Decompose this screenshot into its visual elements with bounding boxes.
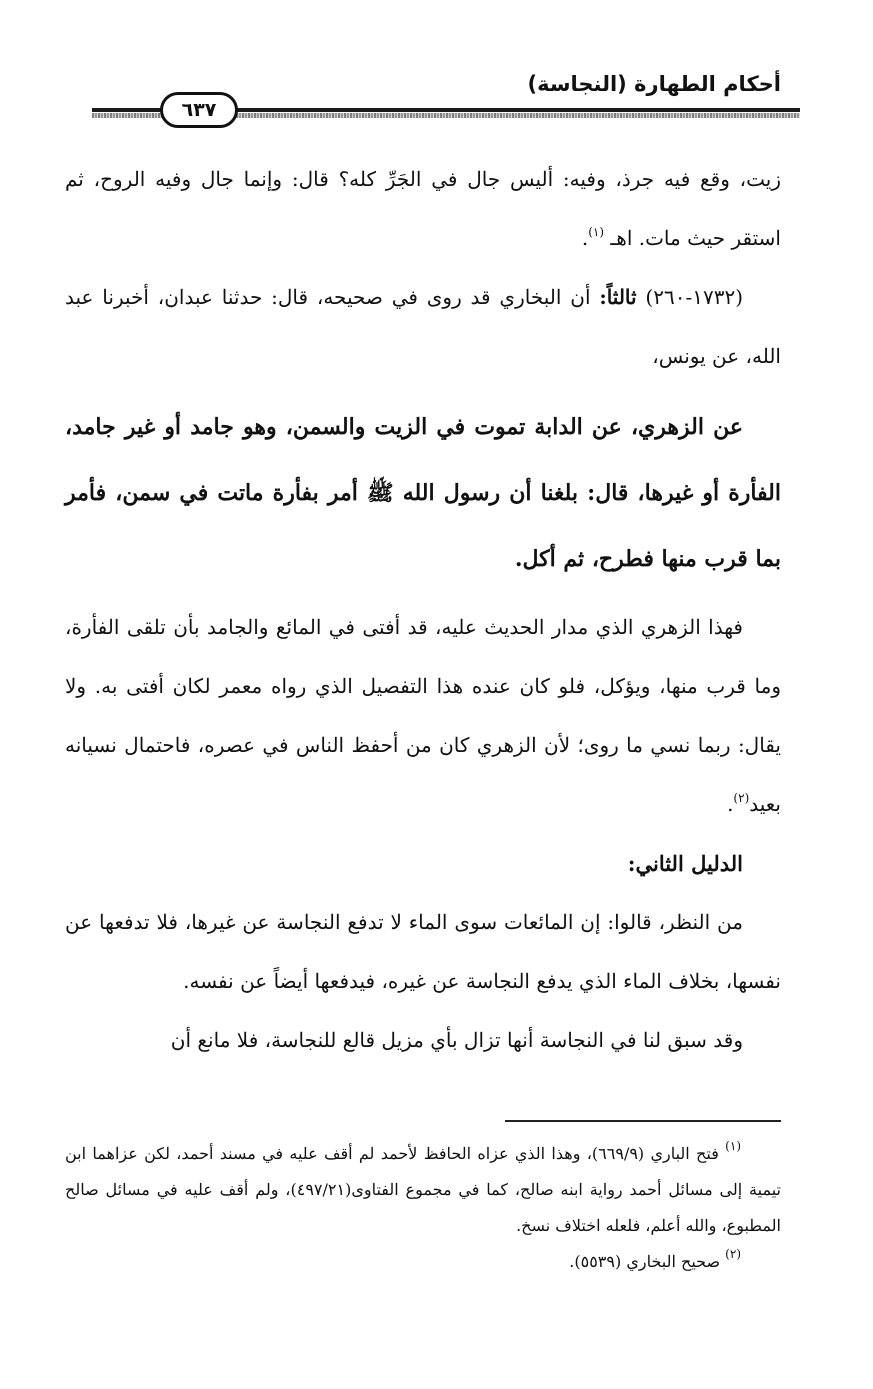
paragraph-6: من النظر، قالوا: إن المائعات سوى الماء لا تدفع النجاسة عن غيرها، فلا تدفعها عن نفسها، بخلاف الماء الذي يدفع النجاسة عن غيره، فيدفعها أيضاً عن نفسه. — [65, 910, 781, 993]
running-title: أحكام الطهارة (النجاسة) — [527, 72, 781, 96]
footnote-text: صحيح البخاري (٥٥٣٩). — [569, 1252, 721, 1271]
hadith-number: (١٧٣٢-٢٦٠) — [645, 285, 744, 309]
paragraph-2 — [65, 268, 781, 386]
paragraph-4 — [65, 598, 781, 834]
paragraph-text: أن البخاري قد روى في صحيحه، قال: حدثنا عبدان، أخبرنا عبد الله، عن يونس، — [65, 285, 781, 368]
footnote-marker: (١) — [725, 1139, 741, 1153]
paragraph-tail: . — [727, 792, 734, 816]
page-number: ٦٣٧ — [160, 92, 238, 128]
paragraph-1 — [65, 150, 781, 268]
paragraph-text: فهذا الزهري الذي مدار الحديث عليه، قد أفتى في المائع والجامد بأن تلقى الفأرة، وما قرب منها، ويؤكل، فلو كان عنده هذا التفصيل الذي رواه معمر لكان أفتى به. ولا يقال: ربما نسي ما روى؛ لأن الزهري كان من أحفظ الناس في عصره، فاحتمال نسيانه بعيد — [65, 615, 782, 816]
footnotes — [65, 1136, 781, 1280]
paragraph-text: زيت، وقع فيه جرذ، وفيه: أليس جال في الجَرِّ كله؟ قال: وإنما جال وفيه الروح، ثم استقر حيث مات. اهـ — [65, 167, 781, 250]
paragraph-7: وقد سبق لنا في النجاسة أنها تزال بأي مزيل قالع للنجاسة، فلا مانع أن — [170, 1028, 743, 1052]
footnote-separator — [505, 1120, 781, 1122]
footnote-1 — [65, 1136, 781, 1244]
paragraph-tail: . — [581, 226, 589, 250]
hadith-text: عن الزهري، عن الدابة تموت في الزيت والسمن، وهو جامد أو غير جامد، الفأرة أو غيرها، قال: بلغنا أن رسول الله ﷺ أمر بفأرة ماتت في سمن، فأمر بما قرب منها فطرح، ثم أكل. — [65, 414, 781, 572]
footnote-ref-2[interactable]: (٢) — [733, 791, 750, 805]
main-text — [65, 150, 781, 1070]
footnote-ref-1[interactable]: (١) — [588, 225, 605, 239]
footnote-marker: (٢) — [725, 1247, 741, 1261]
footnote-2 — [65, 1244, 781, 1280]
section-heading: الدليل الثاني: — [627, 851, 743, 876]
footnote-text: فتح الباري (٦٦٩/٩)، وهذا الذي عزاه الحافظ لأحمد لم أقف عليه في مسند أحمد، لكن عزاهما ابن تيمية إلى مسائل أحمد رواية ابنه صالح، كما في مجموع الفتاوى(٤٩٧/٢١)، ولم أقف عليه في مسائل صالح المطبوع، والله أعلم، فلعله اختلاف نسخ. — [65, 1144, 781, 1235]
point-label: ثالثاً: — [599, 285, 637, 309]
